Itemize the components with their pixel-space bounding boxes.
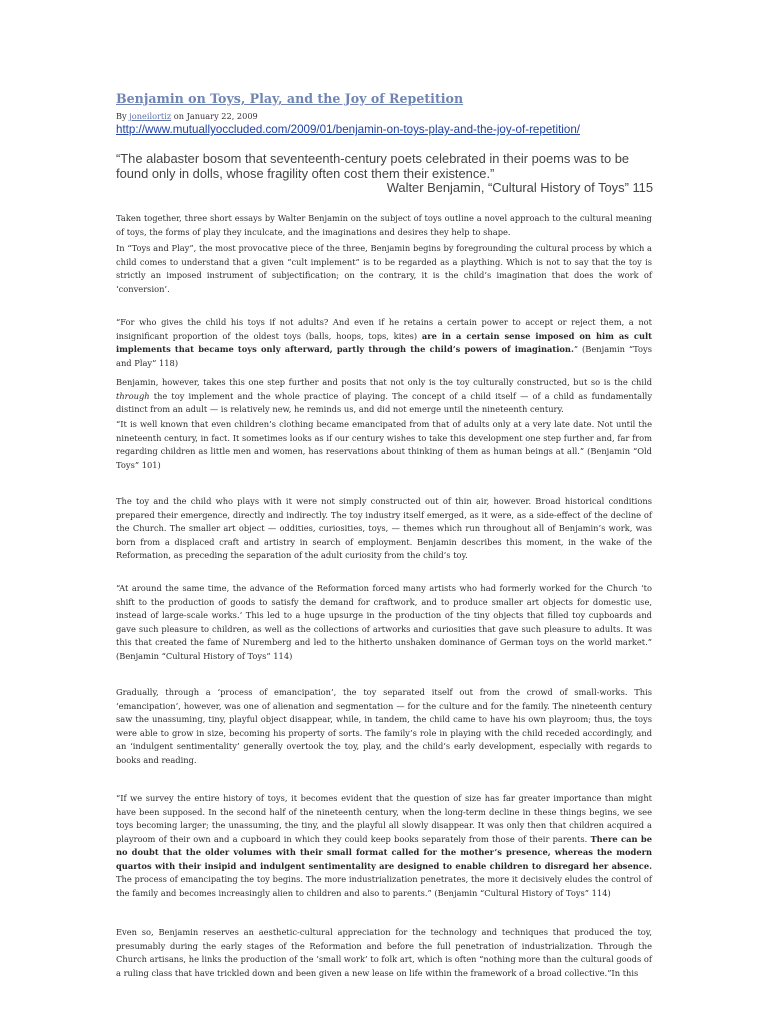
block-quote	[116, 792, 652, 900]
paragraph-text: the toy implement and the whole practice of playing. The concept of a child itself — of a child as fundamentally distinct from an adult — is relatively new, he reminds us, and did not emerge until the nineteenth century.	[116, 390, 653, 414]
quote-text: The process of emancipating the toy begins. The more industrialization penetrates, the more it decisively eludes the control of the family and becomes increasingly alien to children and also to parents.” (Benjamin “Cultural History of Toys” 114)	[116, 874, 652, 898]
byline-prefix: By	[116, 111, 127, 121]
paragraph: In “Toys and Play”, the most provocative piece of the three, Benjamin begins by foregrounding the cultural process by which a child comes to understand that a given “cult implement” is to be regarded as a plaything. Which is not to say that the toy is strictly an imposed instrument of subjectification; on the contrary, it is the child’s imagination that does the work of ‘conversion’.	[116, 243, 652, 294]
quote-citation: ” (Benjamin “Toys and Play” 118)	[116, 344, 653, 368]
post-date: on January 22, 2009	[173, 111, 258, 121]
paragraph: The toy and the child who plays with it were not simply constructed out of thin air, however. Broad historical conditions prepared their emergence, directly and indirectly. The toy industry itself emerged, as it were, as a side-effect of the decline of the Church. The smaller art object — oddities, curiosities, toys, — themes which run throughout all of Benjamin’s work, was born from a displaced craft and artistry in search of employment. Benjamin describes this moment, in the wake of the Reformation, as preceding the separation of the adult curiosity from the child’s toy.	[116, 496, 652, 560]
paragraph	[116, 376, 652, 417]
quote-emphasis: There can be no doubt that the older volumes with their small format called for the mother’s presence, whereas the modern quartos with their insipid and indulgent sentimentality are designed to enable children to disregard her absence.	[116, 833, 652, 871]
block-quote	[116, 316, 652, 370]
quote-text: “If we survey the entire history of toys, it becomes evident that the question of size has far greater importance than might have been supposed. In the second half of the nineteenth century, when the long-term decline in these things begins, we see toys becoming larger; the unassuming, the tiny, and the playful all slowly disappear. It was only then that children acquired a playroom of their own and a cupboard in which they could keep books separately from those of their parents.	[116, 793, 652, 844]
quote-emphasis: are in a certain sense imposed on him as cult implements that became toys only afterward, partly through the child’s powers of imagination.	[116, 330, 652, 354]
emphasis-text: through	[116, 390, 150, 401]
byline	[116, 111, 652, 121]
epigraph-attribution: Walter Benjamin, “Cultural History of Toys” 115	[386, 180, 653, 195]
block-quote: “At around the same time, the advance of the Reformation forced many artists who had formerly worked for the Church ‘to shift to the production of goods to satisfy the demand for craftwork, and to produce smaller art objects for domestic use, instead of large-scale works.’ This led to a huge upsurge in the production of the tiny objects that filled toy cupboards and gave such pleasure to children, as well as the collections of artworks and curiosities that gave such pleasure to adults. It was this that created the fame of Nuremberg and led to the hitherto unshaken dominance of German toys on the world market.” (Benjamin “Cultural History of Toys” 114)	[116, 583, 652, 661]
epigraph-quote: “The alabaster bosom that seventeenth-century poets celebrated in their poems was to be found only in dolls, whose fragility often cost them their existence.”	[116, 151, 630, 181]
block-quote: “It is well known that even children’s clothing became emancipated from that of adults only at a very late date. Not until the nineteenth century, in fact. It sometimes looks as if our century wishes to take this development one step further and, far from regarding children as little men and women, has reservations about thinking of them as human beings at all.” (Benjamin “Old Toys” 101)	[116, 419, 652, 470]
author-link[interactable]: joneilortiz	[129, 111, 172, 121]
article-title[interactable]: Benjamin on Toys, Play, and the Joy of Repetition	[116, 91, 464, 106]
paragraph: Gradually, through a ‘process of emancipation’, the toy separated itself out from the crowd of small-works. This ‘emancipation’, however, was one of alienation and segmentation — for the culture and for the family. The nineteenth century saw the unassuming, tiny, playful object disappear, while, in tandem, the child came to have his own playroom; thus, the toys were able to grow in size, becoming his property of sorts. The family’s role in playing with the child receded accordingly, and an ‘indulgent sentimentality’ generally overtook the toy, play, and the child’s early development, especially with regards to books and reading.	[116, 687, 652, 765]
quote-text: “For who gives the child his toys if not adults? And even if he retains a certain power to accept or reject them, a not insignificant proportion of the oldest toys (balls, hoops, tops, kites)	[116, 317, 652, 341]
source-url-link[interactable]: http://www.mutuallyoccluded.com/2009/01/benjamin-on-toys-play-and-the-joy-of-repetition/	[116, 123, 580, 136]
paragraph-text: Benjamin, however, takes this one step further and posits that not only is the toy culturally constructed, but so is the child	[116, 377, 652, 387]
paragraph: Taken together, three short essays by Walter Benjamin on the subject of toys outline a novel approach to the cultural meaning of toys, the forms of play they inculcate, and the imaginations and desires they help to shape.	[116, 213, 652, 237]
paragraph: Even so, Benjamin reserves an aesthetic-cultural appreciation for the technology and techniques that produced the toy, presumably during the early stages of the Reformation and before the full penetration of industrialization. Through the Church artisans, he links the production of the ’small work’ to folk art, which is often “nothing more than the cultural goods of a ruling class that have trickled down and been given a new lease on life within the framework of a broad collective.”In this	[116, 927, 652, 978]
